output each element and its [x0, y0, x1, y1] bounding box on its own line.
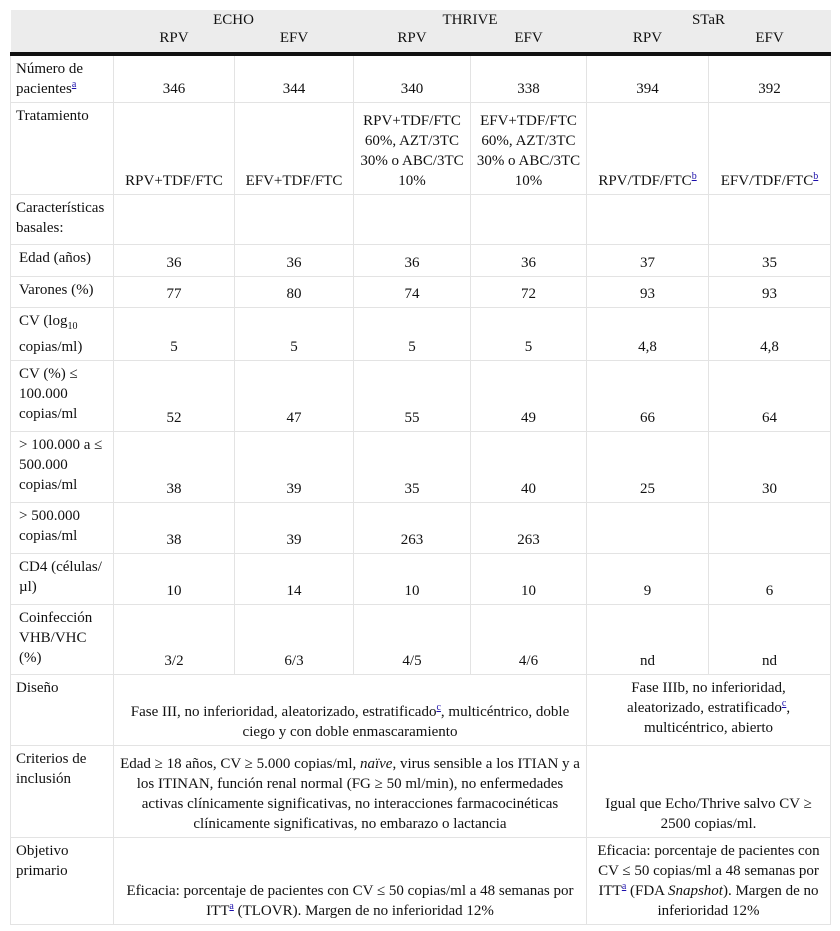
table-row — [11, 554, 831, 605]
table-cell — [587, 245, 709, 277]
subscript: 10 — [67, 321, 78, 332]
cell-text: 25 — [640, 481, 655, 497]
table-cell — [235, 277, 354, 308]
cell-text: 346 — [162, 81, 186, 97]
table-row — [11, 245, 831, 277]
table-row — [11, 277, 831, 308]
cell-text: nd — [640, 653, 655, 669]
footnote-link[interactable]: a — [71, 79, 77, 90]
row-label — [11, 675, 114, 746]
table-row — [11, 503, 831, 554]
table-cell — [587, 308, 709, 361]
cell-text: Tratamiento — [16, 108, 89, 124]
cell-text: Edad ≥ 18 años, CV ≥ 5.000 copias/ml, — [120, 756, 360, 772]
row-label — [11, 361, 114, 432]
row-label — [11, 746, 114, 838]
cell-text: Fase IIIb, no inferioridad, aleatorizado, estratificado — [626, 680, 786, 716]
cell-text: Edad (años) — [19, 250, 92, 266]
table-row — [11, 103, 831, 195]
table-cell — [235, 245, 354, 277]
cell-text: RPV+TDF/FTC — [125, 173, 223, 189]
cell-text: Características basales: — [16, 200, 105, 236]
table-cell — [709, 361, 831, 432]
row-label — [11, 503, 114, 554]
header-corner — [11, 30, 114, 54]
cell-text: > 100.000 a ≤ 500.000 copias/ml — [19, 437, 103, 493]
table-cell — [471, 277, 587, 308]
table-cell — [587, 605, 709, 675]
header-group-thrive: THRIVE — [354, 10, 587, 30]
cell-text: (TLOVR). Margen de no inferioridad 12% — [233, 903, 494, 919]
table-cell — [114, 54, 235, 103]
cell-text: CD4 (células/µl) — [19, 559, 102, 595]
cell-text: , multicéntrico, abierto — [643, 700, 791, 736]
row-label — [11, 103, 114, 195]
cell-text: 66 — [640, 410, 655, 426]
cell-text: 55 — [404, 410, 420, 426]
cell-text: 35 — [762, 255, 777, 271]
table-cell — [709, 432, 831, 503]
row-label — [11, 605, 114, 675]
table-cell — [587, 277, 709, 308]
table-row — [11, 361, 831, 432]
table-cell — [471, 245, 587, 277]
header-arm: EFV — [709, 30, 831, 54]
italic-text: naïve — [359, 756, 393, 772]
table-row — [11, 605, 831, 675]
header-row-groups — [11, 10, 831, 30]
table-cell — [354, 195, 471, 245]
cell-text: > 500.000 copias/ml — [19, 508, 80, 544]
table-cell — [709, 503, 831, 554]
cell-text: , virus sensible a los ITIAN y a los ITINAN, función renal normal (FG ≥ 50 ml/min), no enfermedades activas clínicamente significativas, no interacciones farmacocinéticas clínicamente significativas, no embarazo o lactancia — [136, 756, 580, 832]
table-cell — [114, 361, 235, 432]
table-cell — [235, 503, 354, 554]
table-cell — [114, 308, 235, 361]
cell-text: 263 — [517, 532, 540, 548]
table-cell — [471, 308, 587, 361]
cell-text: 6 — [765, 583, 774, 599]
cell-text: 39 — [286, 532, 302, 548]
table-cell — [354, 245, 471, 277]
row-label — [11, 554, 114, 605]
footnote-link[interactable]: b — [813, 171, 819, 182]
cell-text: CV (log — [19, 313, 68, 329]
cell-text: 392 — [758, 81, 781, 97]
cell-text: 80 — [286, 286, 302, 302]
cell-text: 47 — [286, 410, 302, 426]
table-cell — [471, 503, 587, 554]
table-cell — [114, 554, 235, 605]
cell-text: Criterios de inclusión — [16, 751, 87, 787]
cell-text: 340 — [400, 81, 424, 97]
header-arm: EFV — [235, 30, 354, 54]
cell-text: ). Margen de no inferioridad 12% — [657, 883, 819, 919]
table-cell — [471, 54, 587, 103]
cell-text: nd — [762, 653, 777, 669]
row-label — [11, 308, 114, 361]
table-cell — [235, 432, 354, 503]
table-cell — [235, 361, 354, 432]
cell-text: 74 — [404, 286, 420, 302]
table-cell — [114, 675, 587, 746]
table-cell — [709, 308, 831, 361]
cell-text: 10 — [166, 583, 182, 599]
row-label — [11, 54, 114, 103]
table-cell — [471, 361, 587, 432]
header-arm: RPV — [587, 30, 709, 54]
table-row — [11, 675, 831, 746]
cell-text: 38 — [166, 481, 182, 497]
cell-text: Eficacia: porcentaje de pacientes con CV ≤ 50 copias/ml a 48 semanas por ITT — [597, 843, 820, 899]
cell-text: 93 — [640, 286, 655, 302]
header-corner — [11, 10, 114, 30]
table-row — [11, 746, 831, 838]
row-label — [11, 432, 114, 503]
cell-text: Número de pacientes — [16, 61, 84, 97]
cell-text: 394 — [636, 81, 659, 97]
table-cell — [709, 554, 831, 605]
cell-text: 344 — [282, 81, 306, 97]
table-cell — [354, 605, 471, 675]
cell-text: , multicéntrico, doble ciego y con doble enmascaramiento — [242, 704, 570, 740]
cell-text: RPV/TDF/FTC — [598, 173, 692, 189]
table-cell — [587, 503, 709, 554]
table-row — [11, 54, 831, 103]
cell-text: 14 — [286, 583, 302, 599]
cell-text: 36 — [521, 255, 536, 271]
cell-text: 263 — [400, 532, 424, 548]
table-cell — [471, 554, 587, 605]
table-cell — [709, 245, 831, 277]
table-cell — [114, 838, 587, 925]
table-cell — [709, 195, 831, 245]
table-cell — [587, 195, 709, 245]
header-group-echo: ECHO — [114, 10, 354, 30]
table-cell — [354, 277, 471, 308]
table-cell — [354, 503, 471, 554]
table-cell — [471, 432, 587, 503]
header-arm: RPV — [354, 30, 471, 54]
table-cell — [235, 554, 354, 605]
table-cell — [354, 361, 471, 432]
cell-text: EFV/TDF/FTC — [720, 173, 814, 189]
cell-text: 38 — [166, 532, 182, 548]
table-cell — [354, 103, 471, 195]
table-cell — [354, 54, 471, 103]
table-cell — [587, 675, 831, 746]
cell-text: 40 — [521, 481, 536, 497]
table-row — [11, 308, 831, 361]
cell-text: 49 — [521, 410, 536, 426]
table-cell — [354, 554, 471, 605]
table-cell — [587, 554, 709, 605]
table-row — [11, 432, 831, 503]
table-cell — [587, 54, 709, 103]
table-cell — [587, 746, 831, 838]
footnote-link[interactable]: c — [781, 698, 787, 709]
cell-text: 4,8 — [638, 339, 657, 355]
table-cell — [471, 605, 587, 675]
cell-text: 36 — [286, 255, 302, 271]
table-cell — [354, 432, 471, 503]
cell-text: Objetivo primario — [16, 843, 69, 879]
cell-text: 30 — [762, 481, 777, 497]
cell-text: Diseño — [16, 680, 59, 696]
cell-text: EFV+TDF/FTC 60%, AZT/3TC 30% o ABC/3TC 10% — [476, 113, 581, 189]
table-cell — [235, 54, 354, 103]
cell-text: EFV+TDF/FTC — [245, 173, 343, 189]
table-cell — [114, 432, 235, 503]
row-label — [11, 277, 114, 308]
table-cell — [709, 605, 831, 675]
table-cell — [587, 103, 709, 195]
table-cell — [587, 432, 709, 503]
cell-text: 9 — [643, 583, 652, 599]
cell-text: 4,8 — [760, 339, 779, 355]
header-arm: RPV — [114, 30, 235, 54]
cell-text: RPV+TDF/FTC 60%, AZT/3TC 30% o ABC/3TC 10% — [360, 113, 464, 189]
table-cell — [114, 103, 235, 195]
header-arm: EFV — [471, 30, 587, 54]
table-cell — [114, 605, 235, 675]
comparison-table — [10, 10, 831, 925]
cell-text: 338 — [517, 81, 540, 97]
row-label — [11, 195, 114, 245]
table-cell — [235, 605, 354, 675]
row-label — [11, 245, 114, 277]
cell-text: 4/6 — [518, 653, 539, 669]
cell-text: CV (%) ≤ 100.000 copias/ml — [19, 366, 78, 422]
table-cell — [235, 195, 354, 245]
cell-text: 5 — [170, 339, 178, 355]
table-cell — [235, 103, 354, 195]
italic-text: Snapshot — [667, 883, 723, 899]
cell-text: 36 — [166, 255, 182, 271]
table-cell — [114, 746, 587, 838]
table-row — [11, 838, 831, 925]
table-cell — [587, 361, 709, 432]
cell-text: 36 — [404, 255, 420, 271]
cell-text: 6/3 — [284, 653, 304, 669]
cell-text: 72 — [521, 286, 536, 302]
table-body — [11, 54, 831, 925]
table-row — [11, 195, 831, 245]
table-cell — [114, 503, 235, 554]
cell-text: Fase III, no inferioridad, aleatorizado, estratificado — [130, 704, 437, 720]
cell-text: (FDA — [626, 883, 668, 899]
table-cell — [587, 838, 831, 925]
footnote-link[interactable]: c — [436, 702, 441, 713]
cell-text: Igual que Echo/Thrive salvo CV ≥ 2500 copias/ml. — [605, 796, 812, 832]
footnote-link[interactable]: b — [691, 171, 697, 182]
cell-text: 35 — [404, 481, 420, 497]
footnote-link[interactable]: a — [621, 881, 627, 892]
table-cell — [471, 103, 587, 195]
header-row-arms — [11, 30, 831, 54]
cell-text: 5 — [524, 339, 533, 355]
table-cell — [709, 103, 831, 195]
table-cell — [354, 308, 471, 361]
table-cell — [114, 277, 235, 308]
header-group-star: STaR — [587, 10, 831, 30]
table-cell — [114, 245, 235, 277]
cell-text: 39 — [286, 481, 302, 497]
table-cell — [235, 308, 354, 361]
cell-text: 10 — [404, 583, 420, 599]
cell-text: 3/2 — [164, 653, 184, 669]
cell-text: Varones (%) — [19, 282, 94, 298]
cell-text: 52 — [166, 410, 182, 426]
cell-text: 5 — [290, 339, 298, 355]
table-cell — [709, 54, 831, 103]
cell-text: 5 — [408, 339, 416, 355]
table-cell — [471, 195, 587, 245]
table-cell — [114, 195, 235, 245]
cell-text: 4/5 — [402, 653, 422, 669]
cell-text: 37 — [640, 255, 655, 271]
cell-text: 93 — [762, 286, 777, 302]
cell-text: 10 — [521, 583, 536, 599]
cell-text: 64 — [762, 410, 777, 426]
cell-text: Eficacia: porcentaje de pacientes con CV ≤ 50 copias/ml a 48 semanas por ITT — [126, 883, 574, 919]
cell-text: 77 — [166, 286, 182, 302]
footnote-link[interactable]: a — [229, 901, 234, 912]
cell-text: copias/ml) — [19, 339, 83, 355]
cell-text: Coinfección VHB/VHC (%) — [19, 610, 93, 666]
row-label — [11, 838, 114, 925]
table-cell — [709, 277, 831, 308]
